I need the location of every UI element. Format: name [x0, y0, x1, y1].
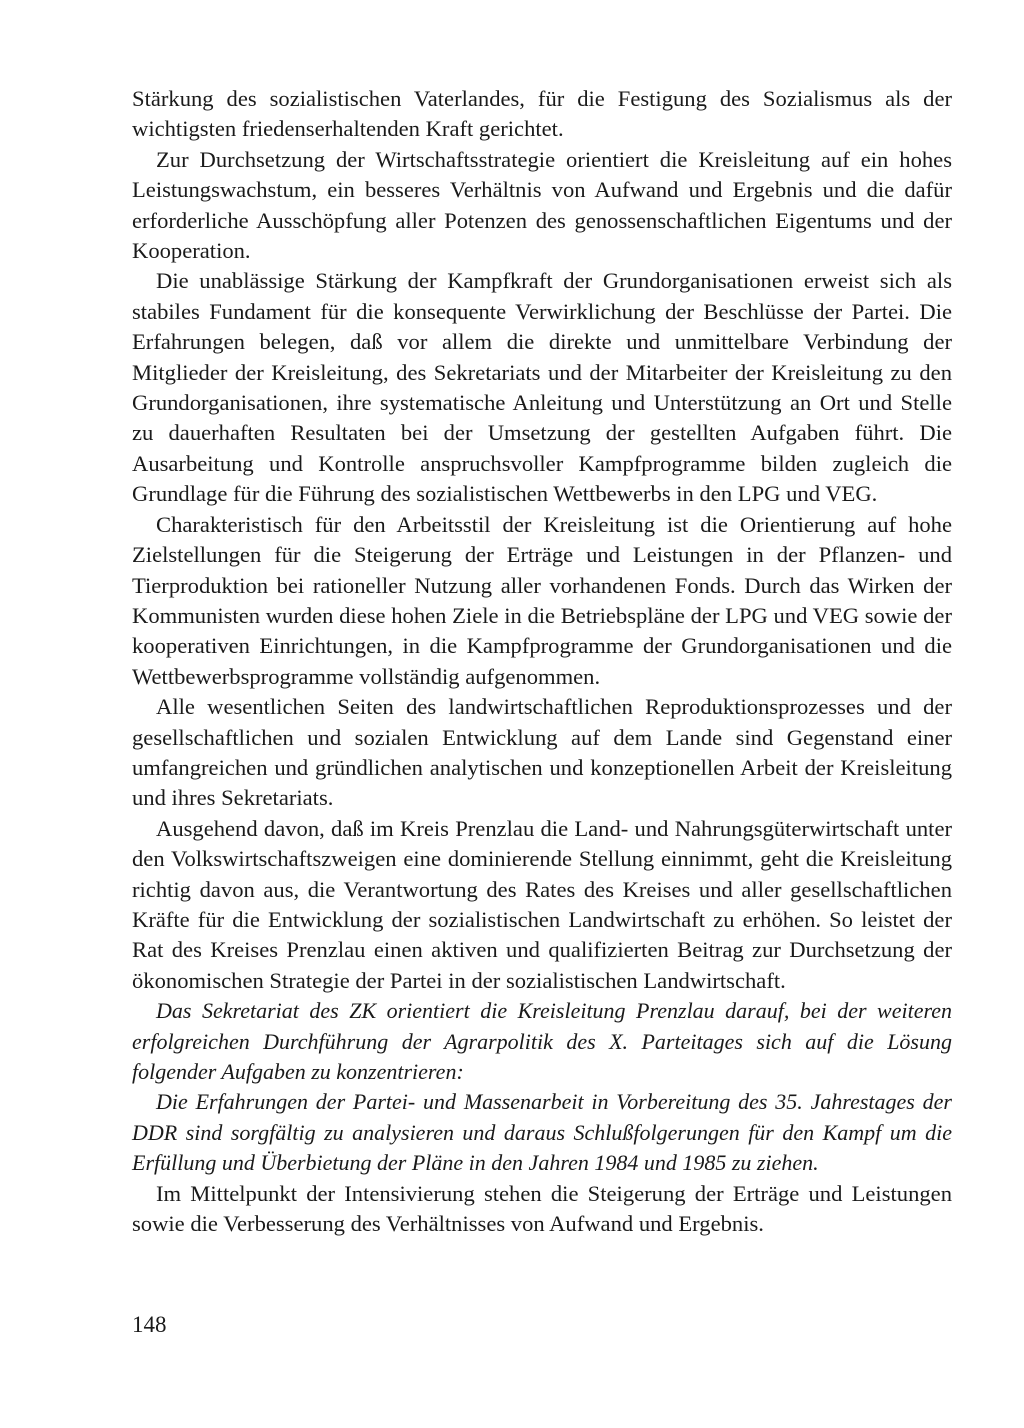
paragraph-1: Stärkung des sozialistischen Vaterlandes, für die Festigung des Sozialismus als der wichtigsten friedenserhaltenden Kraft gerichtet. — [132, 86, 952, 142]
paragraph-2: Zur Durchsetzung der Wirtschaftsstrategie orientiert die Kreisleitung auf ein hohes Leistungswachstum, ein besseres Verhältnis von Aufwand und Ergebnis und die dafür erforderliche Ausschöpfung aller Potenzen des genossenschaftlichen Eigentums und der Kooperation. — [132, 146, 952, 264]
paragraph-6: Ausgehend davon, daß im Kreis Prenzlau die Land- und Nahrungsgüterwirtschaft unter den Volkswirtschaftszweigen eine dominierende Stellung einnimmt, geht die Kreisleitung richtig davon aus, die Verantwortung des Rates des Kreises und aller gesellschaftlichen Kräfte für die Entwicklung der sozialistischen Landwirtschaft zu erhöhen. So leistet der Rat des Kreises Prenzlau einen aktiven und qualifizierten Beitrag zur Durchsetzung der ökonomischen Strategie der Partei in der sozialistischen Landwirtschaft. — [132, 815, 952, 993]
paragraph-5: Alle wesentlichen Seiten des landwirtschaftlichen Reproduktionsprozesses und der gesellschaftlichen und sozialen Entwicklung auf dem Lande sind Gegenstand einer umfangreichen und gründlichen analytischen und konzeptionellen Arbeit der Kreisleitung und ihres Sekretariats. — [132, 694, 952, 811]
paragraph-7-italic: Das Sekretariat des ZK orientiert die Kreisleitung Prenzlau darauf, bei der weiteren erfolgreichen Durchführung der Agrarpolitik des X. Parteitages sich auf die Lösung folgender Aufgaben zu konzentrieren: — [132, 998, 952, 1084]
paragraph-3: Die unablässige Stärkung der Kampfkraft der Grundorganisationen erweist sich als stabiles Fundament für die konsequente Verwirklichung der Beschlüsse der Partei. Die Erfahrungen belegen, daß vor allem die direkte und unmittelbare Verbindung der Mitglieder der Kreisleitung, des Sekretariats und der Mitarbeiter der Kreisleitung zu den Grundorganisationen, ihre systematische Anleitung und Unterstützung an Ort und Stelle zu dauerhaften Resultaten bei der Umsetzung der gestellten Aufgaben führt. Die Ausarbeitung und Kontrolle anspruchsvoller Kampfprogramme bilden zugleich die Grundlage für die Führung des sozialistischen Wettbewerbs in den LPG und VEG. — [132, 268, 952, 507]
paragraph-8-italic: Die Erfahrungen der Partei- und Massenarbeit in Vorbereitung des 35. Jahrestages der DDR sind sorgfältig zu analysieren und daraus Schlußfolgerungen für den Kampf um die Erfüllung und Überbietung der Pläne in den Jahren 1984 und 1985 zu ziehen. — [132, 1089, 952, 1176]
paragraph-9: Im Mittelpunkt der Intensivierung stehen die Steigerung der Erträge und Leistungen sowie die Verbesserung des Verhältnisses von Aufwand und Ergebnis. — [132, 1180, 952, 1237]
page-number: 148 — [132, 1312, 167, 1337]
paragraph-4: Charakteristisch für den Arbeitsstil der Kreisleitung ist die Orientierung auf hohe Zielstellungen für die Steigerung der Erträge und Leistungen in der Pflanzen- und Tierproduktion bei rationeller Nutzung aller vorhandenen Fonds. Durch das Wirken der Kommunisten wurden diese hohen Ziele in die Betriebspläne der LPG und VEG sowie der kooperativen Einrichtungen, in die Kampfprogramme der Grundorganisationen und die Wettbewerbsprogramme vollständig aufgenommen. — [132, 511, 952, 689]
body-text — [132, 84, 952, 1239]
